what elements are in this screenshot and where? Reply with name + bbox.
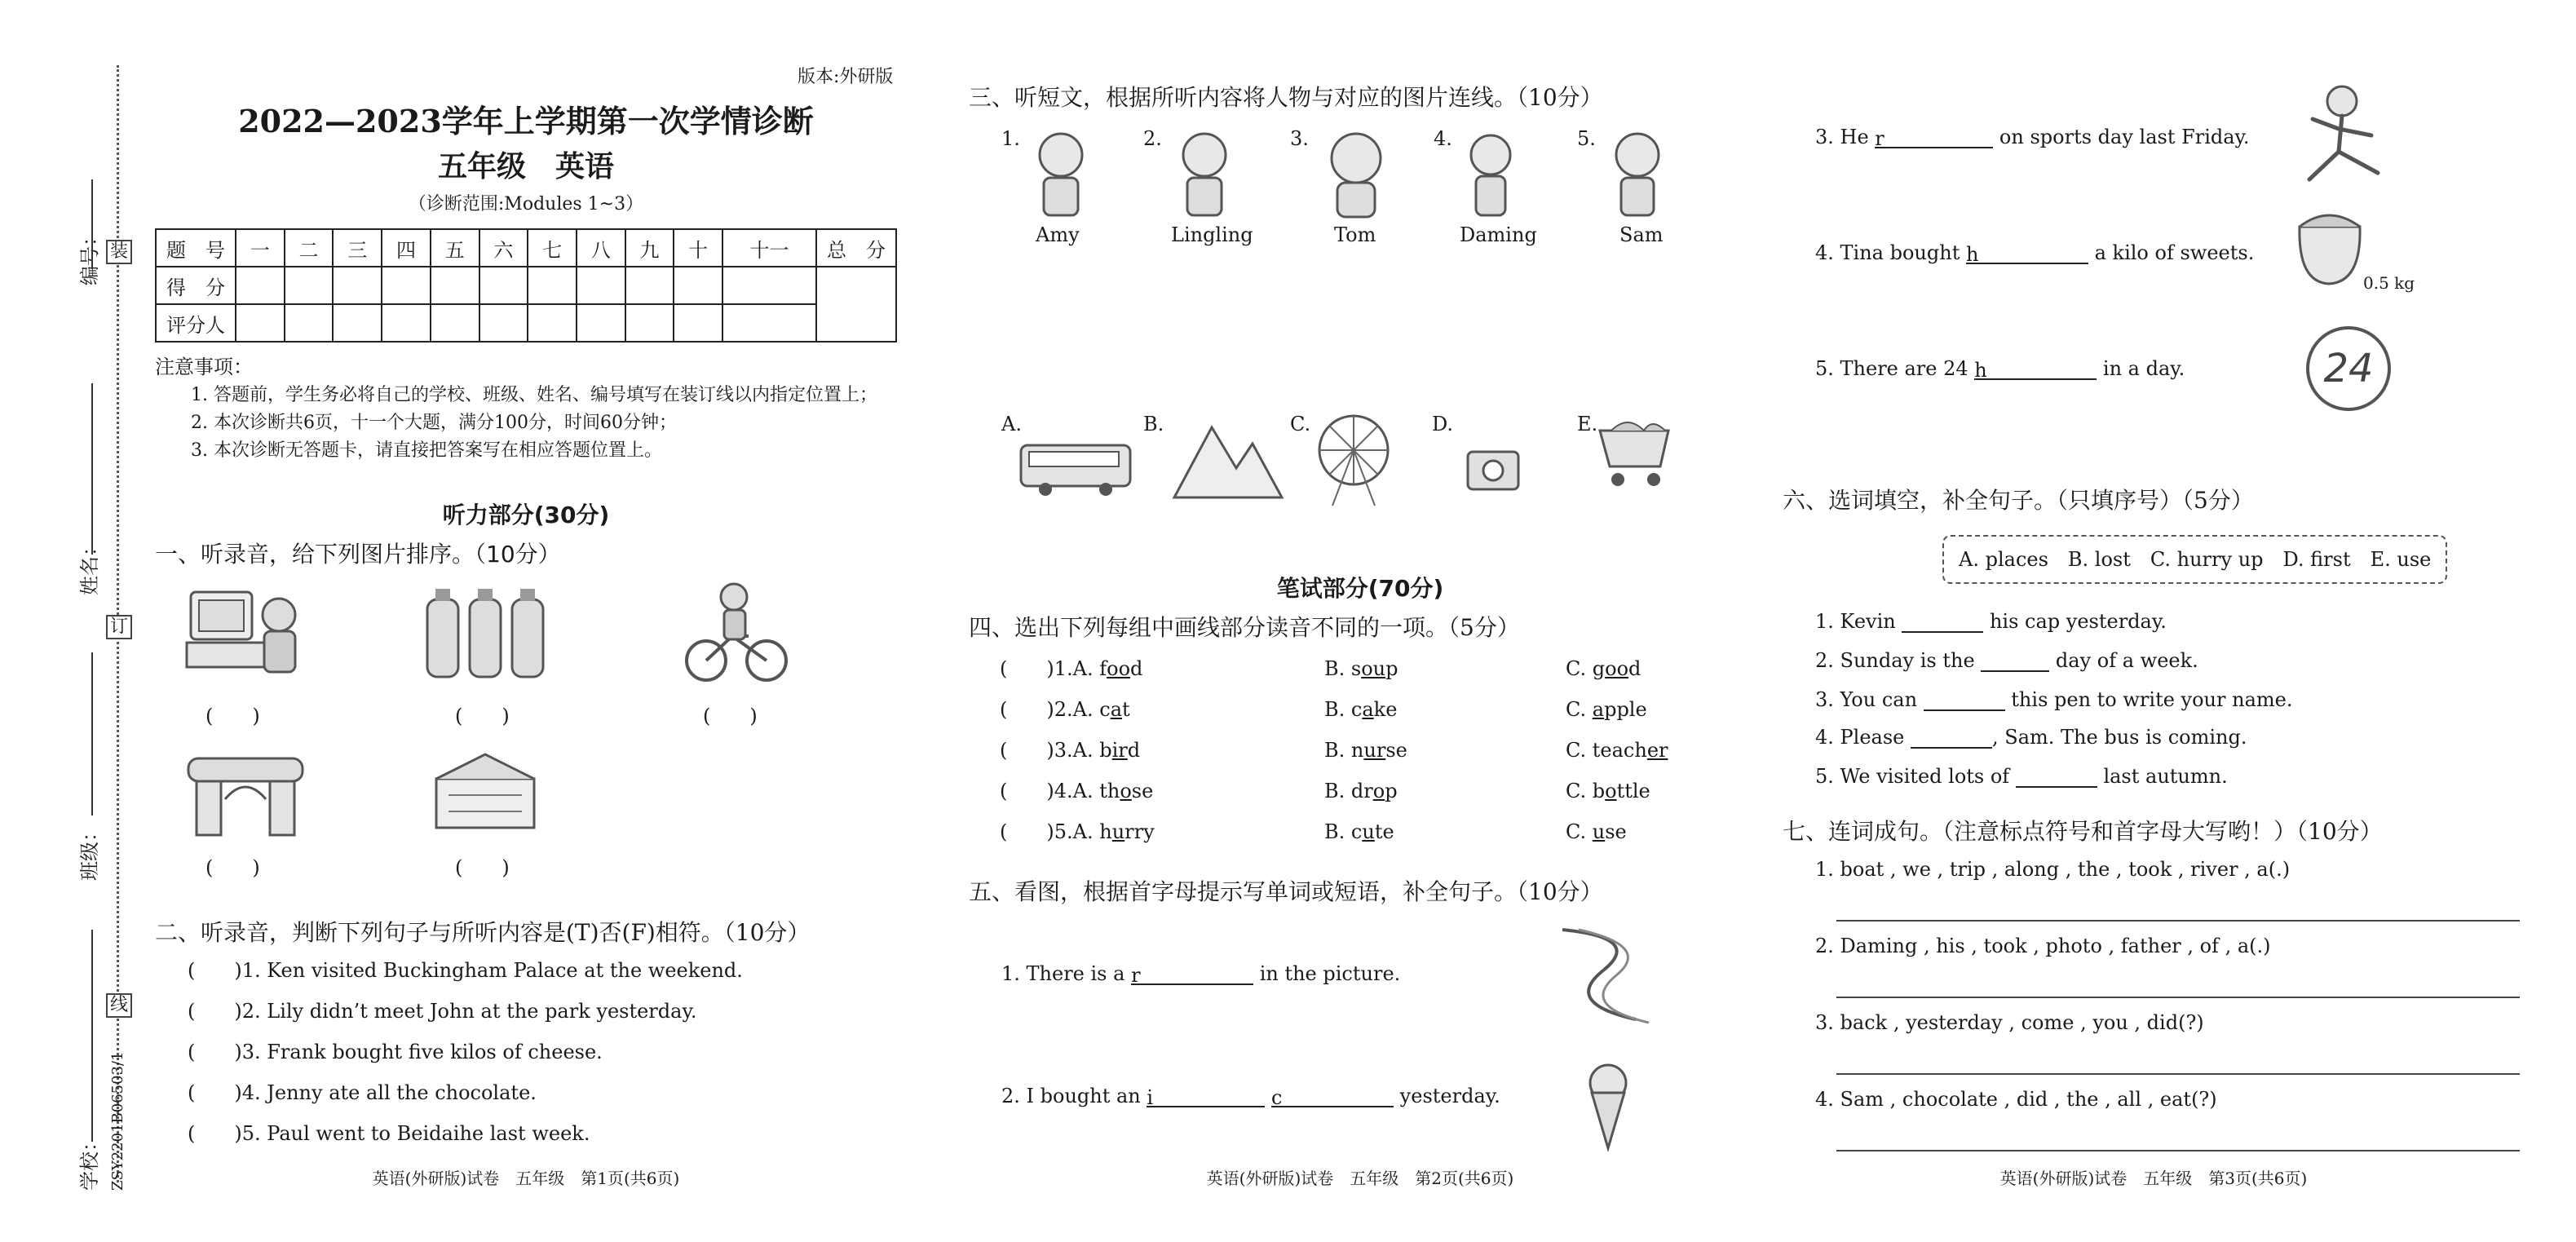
score-header-cell: 总 分 [816, 229, 896, 267]
note-item: 2. 本次诊断共6页，十一个大题，满分100分，时间60分钟； [191, 413, 677, 433]
word-fill-item: 5. We visited lots of last autumn. [1815, 765, 2228, 788]
fill-sentence-3: 3. He r on sports day last Friday. [1815, 126, 2250, 150]
daming-picture [1461, 127, 1520, 220]
score-header-cell: 七 [528, 229, 577, 267]
notes-heading: 注意事项： [155, 356, 253, 378]
score-header-cell: 六 [479, 229, 528, 267]
version-label: 版本:外研版 [798, 67, 894, 87]
score-cell[interactable] [625, 267, 674, 304]
listening-heading: 听力部分(30分) [442, 502, 610, 528]
answer-blank[interactable] [1924, 690, 2005, 711]
school-label: 学校： [78, 1132, 101, 1191]
section-4-title: 四、选出下列每组中画线部分读音不同的一项。（5分） [969, 614, 1520, 641]
score-row-label: 得 分 [156, 267, 236, 304]
answer-paren[interactable]: ( ) [703, 705, 758, 727]
place-letter: D. [1432, 413, 1454, 435]
ferris-wheel-picture [1313, 408, 1394, 509]
class-blank[interactable] [91, 652, 93, 815]
fill-sentence-5: 5. There are 24 h in a day. [1815, 357, 2185, 382]
place-letter: C. [1290, 413, 1311, 435]
score-cell[interactable] [236, 267, 285, 304]
word-fill-item: 3. You can this pen to write your name. [1815, 688, 2293, 711]
place-letter: B. [1143, 413, 1164, 435]
place-letter: E. [1577, 413, 1598, 435]
answer-line[interactable] [1836, 1150, 2520, 1151]
grader-cell[interactable] [285, 304, 334, 342]
grader-cell[interactable] [479, 304, 528, 342]
weight-label: 0.5 kg [2363, 273, 2415, 293]
phonics-option-b: B. cute [1324, 820, 1394, 843]
sentence-order-item: 1. boat , we , trip , along , the , took , river , a(.) [1815, 858, 2291, 881]
bus-picture [1018, 440, 1135, 497]
tf-item: ( )2. Lily didn’t meet John at the park yesterday. [188, 1000, 697, 1023]
page-3-footer: 英语(外研版)试卷 五年级 第3页(共6页) [1999, 1169, 2308, 1188]
answer-line[interactable] [1836, 1073, 2520, 1075]
note-item: 3. 本次诊断无答题卡，请直接把答案写在相应答题位置上。 [191, 440, 662, 461]
score-header-cell: 十一 [722, 229, 816, 267]
score-table-header-row [156, 229, 896, 267]
grader-cell[interactable] [431, 304, 479, 342]
grader-cell[interactable] [333, 304, 382, 342]
word-fill-item: 4. Please , Sam. The bus is coming. [1815, 726, 2247, 749]
score-table [155, 228, 897, 343]
answer-blank[interactable]: r [1131, 964, 1253, 985]
tf-statement: 1. Ken visited Buckingham Palace at the weekend. [241, 959, 743, 982]
score-cell[interactable] [674, 267, 722, 304]
answer-blank[interactable] [2016, 767, 2097, 788]
sentence-order-item: 2. Daming , his , took , photo , father , of , a(.) [1815, 935, 2271, 957]
phonics-number: 5. [1054, 820, 1073, 843]
phonics-row: ( )5.A. hurry [1000, 820, 1155, 843]
sweets-bag-picture [2290, 207, 2370, 289]
tf-item: ( )1. Ken visited Buckingham Palace at the weekend. [188, 959, 743, 982]
tf-item: ( )3. Frank bought five kilos of cheese. [188, 1041, 603, 1063]
tom-picture [1319, 127, 1393, 220]
answer-paren[interactable]: ( ) [455, 705, 510, 727]
tf-statement: 5. Paul went to Beidaihe last week. [241, 1122, 590, 1145]
person-number: 5. [1577, 127, 1596, 150]
grader-cell[interactable] [625, 304, 674, 342]
grader-cell[interactable] [722, 304, 816, 342]
score-row-label: 评分人 [156, 304, 236, 342]
answer-blank[interactable]: h [1974, 359, 2097, 380]
phonics-option-c: C. teacher [1566, 739, 1668, 762]
grader-cell[interactable] [382, 304, 431, 342]
section-5-title: 五、看图，根据首字母提示写单词或短语，补全句子。（10分） [969, 878, 1603, 905]
clock-24-icon: 24 [2306, 326, 2391, 411]
phonics-row: ( )3.A. bird [1000, 739, 1141, 762]
cyclist-picture [683, 579, 789, 683]
score-header-cell: 九 [625, 229, 674, 267]
phonics-option-b: B. drop [1324, 780, 1398, 802]
place-letter: A. [1001, 413, 1022, 435]
grader-row [156, 304, 896, 342]
sentence-order-item: 3. back , yesterday , come , you , did(?) [1815, 1011, 2204, 1034]
score-header-cell: 四 [382, 229, 431, 267]
phonics-number: 2. [1054, 698, 1073, 721]
score-cell[interactable] [577, 267, 625, 304]
person-name: Daming [1460, 223, 1537, 246]
ice-cream-picture [1585, 1060, 1631, 1151]
tf-statement: 4. Jenny ate all the chocolate. [241, 1081, 537, 1104]
exam-title: 2022—2023学年上学期第一次学情诊断 [238, 103, 814, 139]
river-picture [1554, 922, 1652, 1028]
exam-subtitle: 五年级 英语 [437, 149, 614, 183]
total-score-cell[interactable] [816, 267, 896, 342]
score-header-cell: 三 [333, 229, 382, 267]
phonics-row: ( )2.A. cat [1000, 698, 1130, 721]
page-1-footer: 英语(外研版)试卷 五年级 第1页(共6页) [372, 1169, 680, 1188]
phonics-row: ( )1.A. food [1000, 657, 1143, 680]
answer-blank[interactable] [1981, 651, 2049, 672]
running-boy-picture [2293, 82, 2394, 188]
section-1-title: 一、听录音，给下列图片排序。（10分） [155, 541, 561, 568]
tf-item: ( )5. Paul went to Beidaihe last week. [188, 1122, 590, 1145]
answer-blank[interactable] [1911, 727, 1992, 749]
writing-heading: 笔试部分(70分) [1276, 575, 1444, 602]
grader-cell[interactable] [674, 304, 722, 342]
id-blank[interactable] [91, 179, 93, 269]
fill-sentence-2: 2. I bought an i c yesterday. [1001, 1085, 1500, 1109]
grader-cell[interactable] [528, 304, 577, 342]
section-6-title: 六、选词填空，补全句子。（只填序号）（5分） [1783, 487, 2254, 514]
person-name: Tom [1334, 223, 1376, 246]
fill-sentence-4: 4. Tina bought h a kilo of sweets. [1815, 241, 2255, 266]
score-header-cell: 五 [431, 229, 479, 267]
park-gate-picture [184, 750, 307, 840]
phonics-number: 3. [1054, 739, 1073, 762]
phonics-number: 4. [1054, 780, 1073, 802]
shopping-cart-picture [1595, 414, 1677, 491]
score-cell[interactable] [285, 267, 334, 304]
phonics-option-c: C. good [1566, 657, 1641, 680]
person-number: 4. [1434, 127, 1452, 150]
name-blank[interactable] [91, 383, 93, 555]
person-number: 3. [1290, 127, 1309, 150]
answer-line[interactable] [1836, 920, 2520, 922]
score-header-cell: 八 [577, 229, 625, 267]
score-cell[interactable] [382, 267, 431, 304]
note-item: 1. 答题前，学生务必将自己的学校、班级、姓名、编号填写在装订线以内指定位置上； [191, 385, 877, 405]
seal-1: 装 [106, 240, 132, 264]
paper-code: ZSY2201B06503/1 [109, 1051, 126, 1191]
section-3-title: 三、听短文，根据所听内容将人物与对应的图片连线。（10分） [969, 84, 1603, 111]
sentence-order-item: 4. Sam , chocolate , did , the , all , eat(?) [1815, 1088, 2217, 1111]
answer-paren[interactable]: ( ) [455, 856, 510, 879]
computer-kid-picture [183, 576, 305, 682]
person-name: Sam [1619, 223, 1664, 246]
fill-sentence-1: 1. There is a r in the picture. [1001, 962, 1401, 987]
id-label: 编号： [78, 227, 101, 285]
score-header-cell: 题 号 [156, 229, 236, 267]
person-name: Amy [1036, 223, 1080, 246]
palace-picture [432, 746, 538, 836]
amy-picture [1027, 127, 1094, 220]
lingling-picture [1171, 127, 1238, 220]
tf-item: ( )4. Jenny ate all the chocolate. [188, 1081, 537, 1104]
answer-paren[interactable]: ( ) [205, 705, 260, 727]
score-cell[interactable] [333, 267, 382, 304]
answer-paren[interactable]: ( ) [205, 856, 260, 879]
phonics-option-b: B. nurse [1324, 739, 1407, 762]
person-number: 2. [1143, 127, 1162, 150]
person-name: Lingling [1171, 223, 1253, 246]
answer-blank[interactable]: i [1147, 1086, 1265, 1107]
score-header-cell: 十 [674, 229, 722, 267]
person-number: 1. [1001, 127, 1020, 150]
phonics-number: 1. [1054, 657, 1073, 680]
name-label: 姓名： [78, 537, 101, 595]
camera-picture [1465, 444, 1522, 493]
answer-blank[interactable]: h [1966, 243, 2088, 264]
score-cell[interactable] [431, 267, 479, 304]
tf-statement: 2. Lily didn’t meet John at the park yesterday. [241, 1000, 697, 1023]
phonics-row: ( )4.A. those [1000, 780, 1154, 802]
exam-scope: （诊断范围:Modules 1~3） [408, 194, 644, 214]
phonics-option-c: C. bottle [1566, 780, 1650, 802]
phonics-option-b: B. soup [1324, 657, 1398, 680]
answer-blank[interactable]: c [1271, 1086, 1394, 1107]
class-label: 班级： [78, 822, 101, 881]
score-cell[interactable] [479, 267, 528, 304]
section-2-title: 二、听录音，判断下列句子与所听内容是(T)否(F)相符。（10分） [155, 919, 811, 946]
score-header-cell: 二 [285, 229, 334, 267]
grader-cell[interactable] [236, 304, 285, 342]
phonics-option-b: B. cake [1324, 698, 1398, 721]
answer-line[interactable] [1836, 997, 2520, 998]
score-cell[interactable] [722, 267, 816, 304]
page-2-footer: 英语(外研版)试卷 五年级 第2页(共6页) [1206, 1169, 1514, 1188]
seal-3: 线 [106, 993, 132, 1018]
answer-blank[interactable] [1902, 612, 1983, 633]
score-row [156, 267, 896, 304]
word-fill-item: 1. Kevin his cap yesterday. [1815, 610, 2167, 633]
phonics-option-c: C. use [1566, 820, 1627, 843]
answer-blank[interactable]: r [1875, 127, 1993, 148]
sam-picture [1606, 127, 1668, 220]
school-blank[interactable] [91, 930, 93, 1142]
bottles-picture [421, 587, 551, 681]
word-bank-box: A. places B. lost C. hurry up D. first E. use [1942, 535, 2447, 584]
mountain-picture [1171, 411, 1285, 506]
section-7-title: 七、连词成句。（注意标点符号和首字母大写哟！）（10分） [1783, 818, 2383, 845]
score-cell[interactable] [528, 267, 577, 304]
phonics-option-c: C. apple [1566, 698, 1647, 721]
seal-2: 订 [106, 615, 132, 639]
grader-cell[interactable] [577, 304, 625, 342]
tf-statement: 3. Frank bought five kilos of cheese. [241, 1041, 603, 1063]
word-fill-item: 2. Sunday is the day of a week. [1815, 649, 2198, 672]
score-header-cell: 一 [236, 229, 285, 267]
